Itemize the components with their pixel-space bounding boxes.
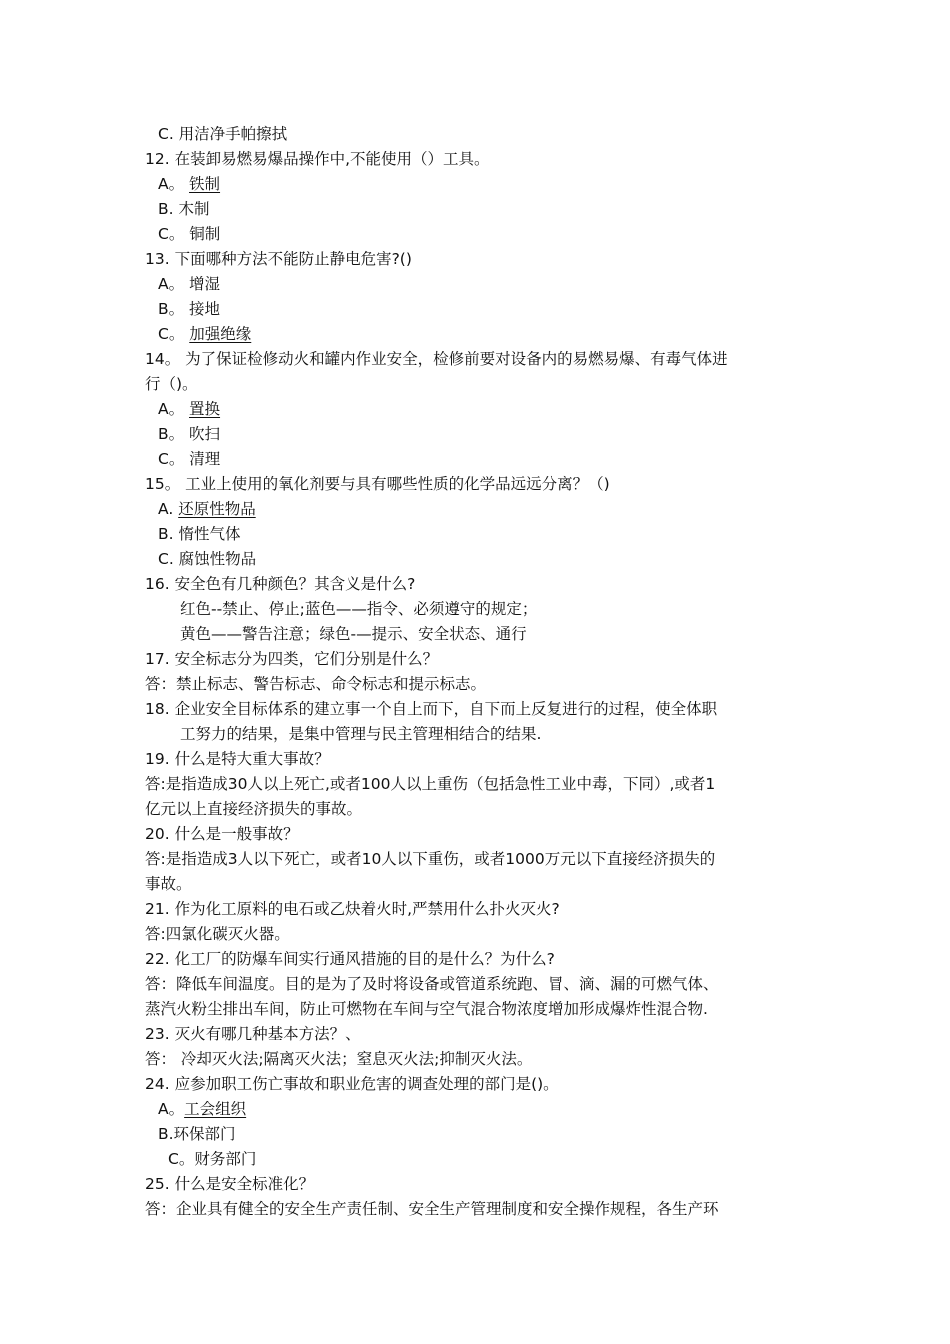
question-line: 14。 为了保证检修动火和罐内作业安全，检修前要对设备内的易燃易爆、有毒气体进 bbox=[145, 350, 728, 368]
answer-option-line bbox=[158, 1097, 246, 1122]
question-line: 17. 安全标志分为四类，它们分别是什么？ bbox=[145, 650, 439, 668]
question-line: 18. 企业安全目标体系的建立事一个自上而下，自下而上反复进行的过程，使全体职 bbox=[145, 700, 718, 718]
option-line: A。 增湿 bbox=[158, 275, 221, 293]
question-line: 12. 在装卸易燃易爆品操作中,不能使用（）工具。 bbox=[145, 150, 490, 168]
answer-line: 事故。 bbox=[145, 875, 192, 893]
question-line: 行（)。 bbox=[145, 375, 198, 393]
question-line: 工努力的结果，是集中管理与民主管理相结合的结果. bbox=[180, 725, 542, 743]
question-line: 19. 什么是特大重大事故？ bbox=[145, 750, 330, 768]
answer-line: 红色--禁止、停止;蓝色——指令、必须遵守的规定； bbox=[180, 600, 538, 618]
question-line: 13. 下面哪种方法不能防止静电危害?() bbox=[145, 250, 412, 268]
correct-answer: 还原性物品 bbox=[178, 500, 256, 518]
option-line: C. 腐蚀性物品 bbox=[158, 550, 257, 568]
option-line: B.环保部门 bbox=[158, 1125, 236, 1143]
answer-option-line bbox=[158, 322, 251, 347]
answer-line: 答： 冷却灭火法;隔离灭火法；窒息灭火法;抑制灭火法。 bbox=[145, 1050, 533, 1068]
question-line: 25. 什么是安全标准化？ bbox=[145, 1175, 315, 1193]
correct-answer: 置换 bbox=[189, 400, 221, 418]
question-line: 15。 工业上使用的氧化剂要与具有哪些性质的化学品远远分离？（) bbox=[145, 475, 610, 493]
answer-line: 黄色——警告注意；绿色-—提示、安全状态、通行 bbox=[180, 625, 527, 643]
option-line: C。 清理 bbox=[158, 450, 221, 468]
option-prefix: A。 bbox=[158, 1100, 185, 1118]
question-line: 20. 什么是一般事故？ bbox=[145, 825, 299, 843]
answer-line: 蒸汽火粉尘排出车间，防止可燃物在车间与空气混合物浓度增加形成爆炸性混合物. bbox=[145, 1000, 708, 1018]
answer-line: 亿元以上直接经济损失的事故。 bbox=[145, 800, 363, 818]
answer-line: 答：企业具有健全的安全生产责任制、安全生产管理制度和安全操作规程，各生产环 bbox=[145, 1200, 719, 1218]
option-prefix: A。 bbox=[158, 400, 190, 418]
option-line: B. 木制 bbox=[158, 200, 210, 218]
answer-line: 答:四氯化碳灭火器。 bbox=[145, 925, 290, 943]
correct-answer: 铁制 bbox=[189, 175, 221, 193]
correct-answer: 工会组织 bbox=[184, 1100, 247, 1118]
question-line: 22. 化工厂的防爆车间实行通风措施的目的是什么？为什么? bbox=[145, 950, 555, 968]
answer-option-line bbox=[158, 397, 220, 422]
correct-answer: 加强绝缘 bbox=[189, 325, 252, 343]
answer-line: 答:是指造成30人以上死亡,或者100人以上重伤（包括急性工业中毒，下同）,或者1 bbox=[145, 775, 716, 793]
answer-line: 答:是指造成3人以下死亡，或者10人以下重伤，或者1000万元以下直接经济损失的 bbox=[145, 850, 716, 868]
option-line: B。 接地 bbox=[158, 300, 221, 318]
answer-line: 答：降低车间温度。目的是为了及时将设备或管道系统跑、冒、滴、漏的可燃气体、 bbox=[145, 975, 719, 993]
question-line: 23. 灭火有哪几种基本方法？、 bbox=[145, 1025, 361, 1043]
option-line: C。财务部门 bbox=[168, 1150, 257, 1168]
question-line: 24. 应参加职工伤亡事故和职业危害的调查处理的部门是()。 bbox=[145, 1075, 559, 1093]
option-prefix: A. bbox=[158, 500, 179, 518]
question-line: 21. 作为化工原料的电石或乙炔着火时,严禁用什么扑火灭火? bbox=[145, 900, 560, 918]
option-prefix: C。 bbox=[158, 325, 190, 343]
answer-option-line bbox=[158, 497, 256, 522]
option-prefix: A。 bbox=[158, 175, 190, 193]
answer-option-line bbox=[158, 172, 220, 197]
answer-line: 答：禁止标志、警告标志、命令标志和提示标志。 bbox=[145, 675, 487, 693]
option-line: B. 惰性气体 bbox=[158, 525, 241, 543]
option-line: B。 吹扫 bbox=[158, 425, 221, 443]
option-line: C。 铜制 bbox=[158, 225, 221, 243]
question-line: 16. 安全色有几种颜色？其含义是什么? bbox=[145, 575, 416, 593]
option-line: C. 用洁净手帕擦拭 bbox=[158, 125, 288, 143]
